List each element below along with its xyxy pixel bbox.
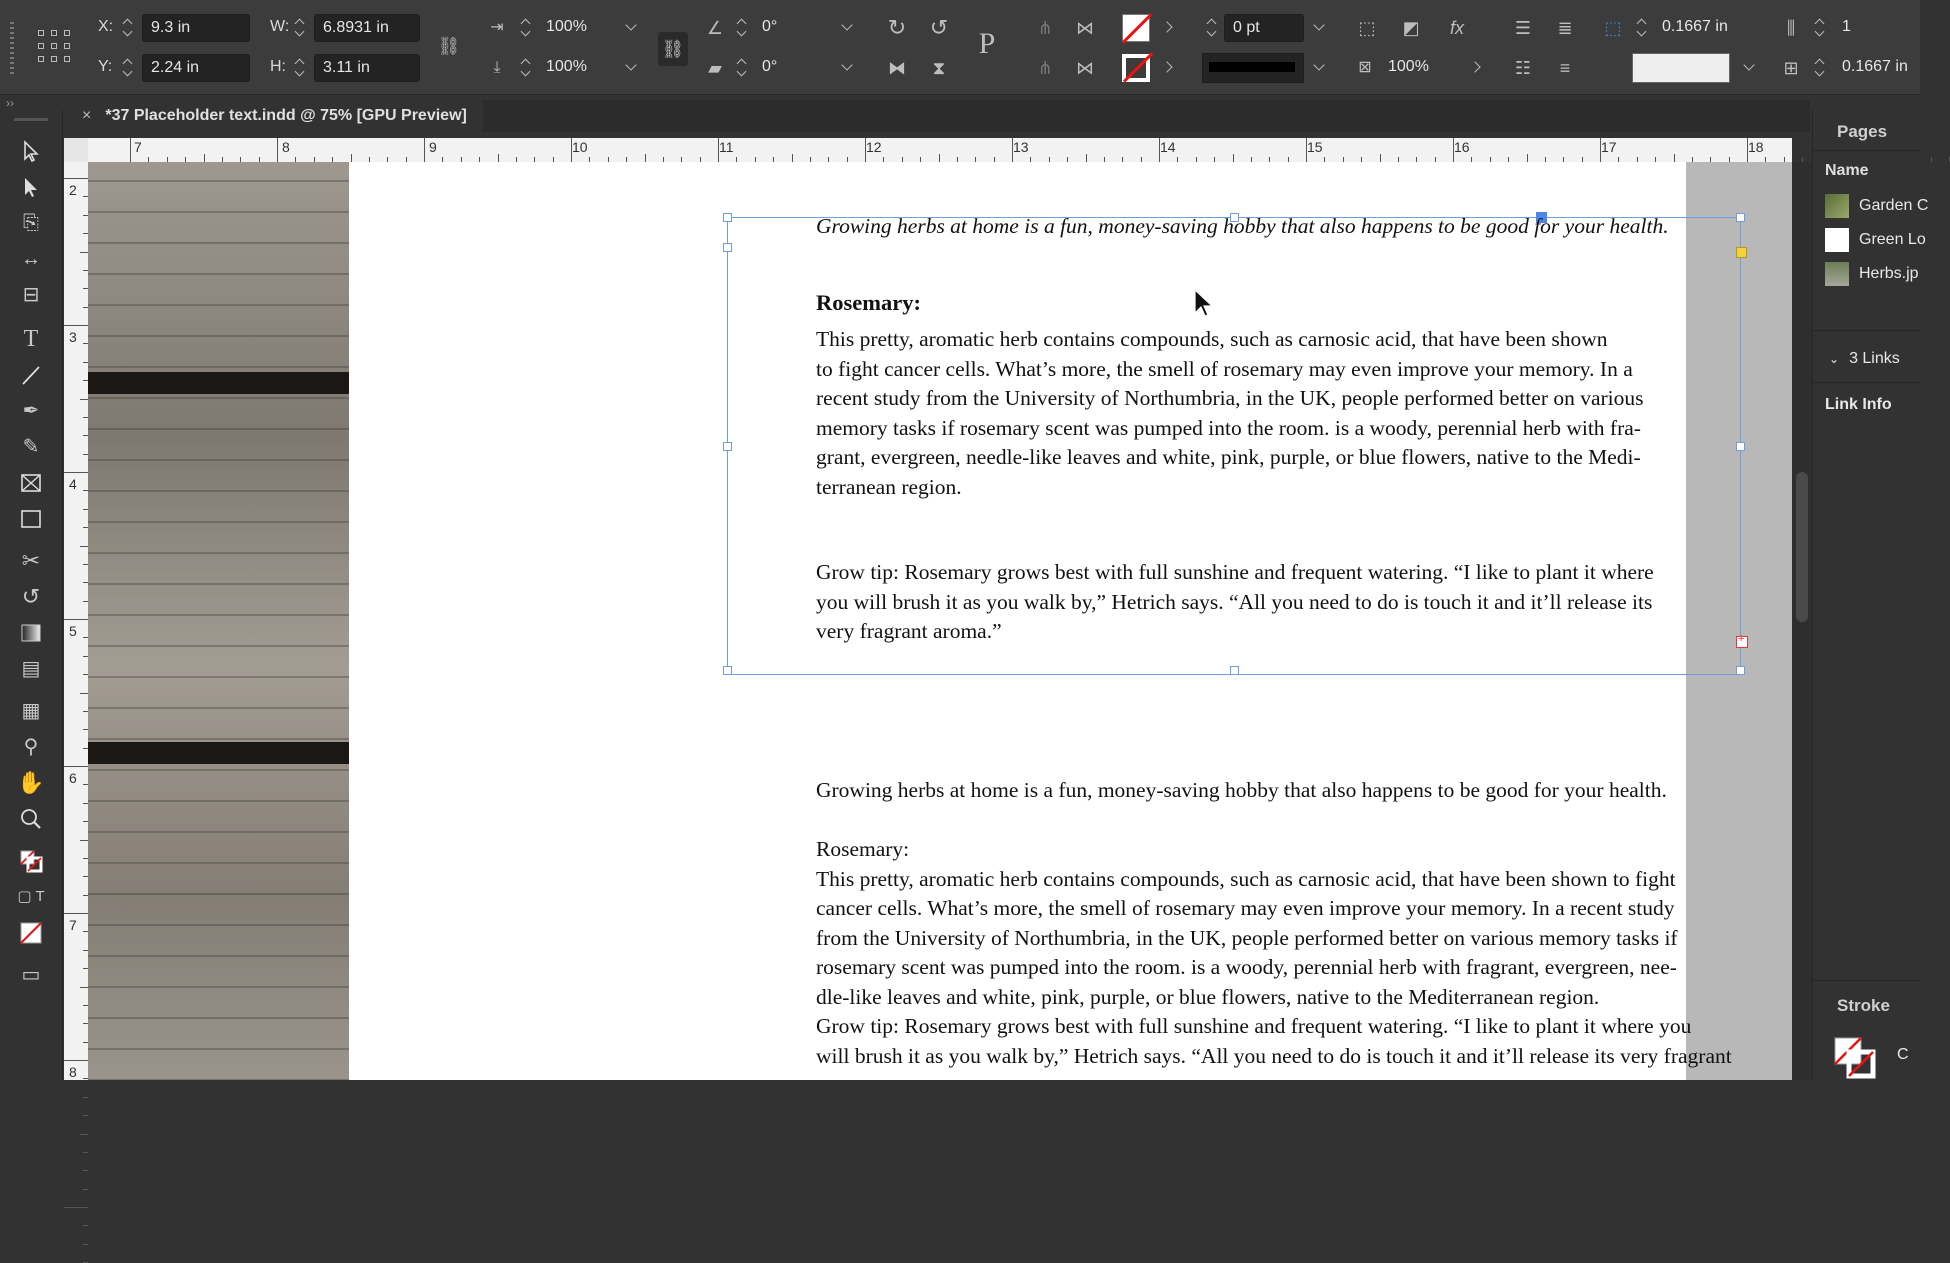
constrain-proportions-icon[interactable]: ⛓ [437, 36, 461, 56]
links-count-label: 3 Links [1849, 350, 1900, 367]
text-line: Grow tip: Rosemary grows best with full sunshine and frequent watering. “I like to plant it where [816, 560, 1654, 584]
pages-panel-tab[interactable]: Pages [1837, 122, 1888, 141]
ruler-tick [351, 154, 352, 162]
align-text-top-icon[interactable]: ☰ [1514, 18, 1532, 38]
h-stepper[interactable] [294, 54, 308, 82]
gutter-field[interactable]: 0.1667 in [1842, 58, 1908, 75]
frame-paragraph-2[interactable] [816, 558, 1856, 647]
ruler-tick [80, 693, 88, 694]
rotate-dropdown[interactable] [838, 14, 858, 42]
ruler-label: 8 [69, 1064, 77, 1080]
ruler-label: 14 [1160, 139, 1176, 155]
text-line: will brush it as you walk by,” Hetrich says. “All you need to do is touch it and it’ll release its very fragrant [816, 1043, 1732, 1068]
ruler-tick [204, 154, 205, 162]
ruler-label: 16 [1454, 139, 1470, 155]
ruler-label: 8 [282, 139, 290, 155]
shear-angle-icon: ▰ [708, 58, 722, 78]
text-line: cancer cells. What’s more, the smell of rosemary may even improve your memory. In a recent study [816, 896, 1675, 920]
rotate-angle-icon: ∠ [706, 18, 724, 38]
gap-tool-icon[interactable]: ↔ [21, 248, 41, 270]
horizontal-ruler[interactable] [88, 138, 1792, 163]
ruler-tick [83, 1152, 88, 1153]
text-frame-inset-icon[interactable]: ⬚ [1604, 18, 1622, 38]
text-line: memory tasks if rosemary scent was pumped into the room. is a woody, perennial herb with fra- [816, 415, 1641, 440]
document-tab-bar [68, 100, 1810, 132]
text-line: grant, evergreen, needle-like leaves and white, pink, purple, or blue flowers, native to the Medi- [816, 445, 1641, 469]
ruler-tick [1086, 154, 1087, 162]
ruler-tick [64, 325, 88, 326]
frame-intro-text[interactable]: Growing herbs at home is a fun, money-saving hobby that also happens to be good for your health. [816, 214, 1669, 238]
link-scale-icon[interactable]: ⛓ [658, 32, 688, 66]
h-label: H: [270, 58, 286, 75]
frame-handle[interactable] [1230, 666, 1239, 675]
stroke-weight-dropdown[interactable] [1310, 14, 1330, 42]
plain-body-text[interactable] [816, 835, 1856, 1071]
stroke-type-selector[interactable] [1202, 53, 1304, 83]
close-tab-icon[interactable]: × [82, 107, 92, 124]
eyedropper-tool-icon[interactable]: ⚲ [23, 736, 39, 758]
link-item[interactable] [1825, 262, 1919, 286]
wood-background-image[interactable] [88, 162, 349, 1080]
plain-intro-text[interactable]: Growing herbs at home is a fun, money-saving hobby that also happens to be good for your health. [816, 778, 1667, 802]
ruler-tick [83, 1097, 88, 1098]
w-stepper[interactable] [294, 14, 308, 42]
ruler-label: 6 [69, 770, 77, 786]
y-position-field[interactable]: 2.24 in [142, 54, 250, 82]
ruler-tick [1674, 154, 1675, 162]
live-corner-handle[interactable] [1736, 247, 1747, 258]
tools-grip[interactable] [14, 118, 48, 121]
links-count[interactable] [1829, 350, 1900, 368]
y-stepper[interactable] [122, 54, 136, 82]
align-text-bottom-icon[interactable]: ☷ [1514, 58, 1532, 78]
ruler-tick [1453, 138, 1454, 162]
ruler-tick [1012, 138, 1013, 162]
ruler-tick [718, 138, 719, 162]
ruler-tick [1380, 154, 1381, 162]
ruler-tick [64, 1060, 88, 1061]
rotation-indicator-icon: P [978, 27, 996, 60]
ruler-tick [498, 154, 499, 162]
ruler-tick [1306, 138, 1307, 162]
document-page[interactable] [349, 162, 1732, 1080]
vertical-ruler[interactable] [64, 162, 89, 1080]
x-label: X: [98, 18, 114, 35]
text-line: This pretty, aromatic herb contains compounds, such as carnosic acid, that have been shown [816, 327, 1608, 351]
type-tool-icon[interactable]: T [23, 326, 39, 352]
selection-tool-icon[interactable] [11, 134, 51, 168]
inset-stepper[interactable] [1636, 14, 1650, 42]
note-tool-icon[interactable]: ▦ [21, 700, 41, 722]
ruler-label: 4 [69, 476, 77, 492]
ruler-label: 9 [429, 139, 437, 155]
ruler-label: 2 [69, 182, 77, 198]
text-line: dle-like leaves and white, pink, purple, or blue flowers, native to the Mediterranean region. [816, 984, 1600, 1009]
stroke-panel-tab[interactable]: Stroke [1837, 996, 1890, 1015]
text-line: very fragrant aroma.” [816, 619, 1002, 643]
vertical-scrollbar[interactable] [1792, 162, 1812, 1080]
ruler-tick [64, 178, 88, 179]
align-text-center-icon[interactable]: ≣ [1557, 18, 1573, 38]
stroke-weight-stepper[interactable] [1206, 14, 1220, 42]
x-position-field[interactable]: 9.3 in [142, 14, 250, 42]
gutter-stepper[interactable] [1814, 54, 1828, 82]
link-thumbnail [1825, 228, 1849, 252]
scale-y-dropdown[interactable] [622, 54, 642, 82]
ruler-tick [83, 1189, 88, 1190]
ruler-label: 17 [1601, 139, 1617, 155]
link-name: Garden C [1859, 197, 1929, 215]
scale-x-stepper[interactable] [520, 14, 534, 42]
ruler-tick [80, 840, 88, 841]
document-tab-title: *37 Placeholder text.indd @ 75% [GPU Preview] [105, 107, 467, 124]
ruler-tick [64, 472, 88, 473]
columns-icon: ⫼ [1786, 18, 1796, 38]
divider [1813, 150, 1921, 151]
ruler-tick [83, 1115, 88, 1116]
pen-tool-icon[interactable]: ✒ [22, 400, 40, 422]
ruler-tick [1931, 157, 1932, 162]
columns-field[interactable]: 1 [1842, 18, 1851, 35]
ruler-tick [645, 154, 646, 162]
gradient-tool-icon[interactable] [11, 616, 51, 650]
wood-plank-gap [88, 742, 349, 764]
scale-x-icon: ⇥ [490, 19, 504, 36]
reference-point-icon[interactable] [38, 30, 70, 62]
stroke-weight-field[interactable]: 0 pt [1224, 14, 1304, 42]
text-line: This pretty, aromatic herb contains compounds, such as carnosic acid, that have been shown to fight [816, 866, 1676, 891]
opacity-chevron[interactable] [1468, 54, 1488, 82]
zoom-tool-icon[interactable] [11, 802, 51, 836]
shear-field[interactable]: 0° [762, 58, 778, 75]
gutter-icon: ⊞ [1783, 58, 1799, 78]
w-label: W: [270, 18, 290, 35]
select-previous-icon[interactable]: ⋈ [1076, 18, 1094, 38]
ruler-tick [80, 399, 88, 400]
inset-field[interactable]: 0.1667 in [1662, 18, 1728, 35]
link-info-header[interactable]: Link Info [1825, 396, 1892, 413]
ruler-tick [424, 138, 425, 162]
stroke-swatch[interactable] [1122, 54, 1150, 82]
link-thumbnail [1825, 194, 1849, 218]
frame-paragraph-1[interactable] [816, 325, 1856, 502]
ruler-tick [64, 766, 88, 767]
ruler-tick [277, 138, 278, 162]
mouse-pointer-icon [1193, 289, 1215, 319]
ruler-tick [1233, 154, 1234, 162]
width-field[interactable]: 6.8931 in [314, 14, 420, 42]
ruler-label: 15 [1307, 139, 1323, 155]
ruler-tick [571, 138, 572, 162]
height-field[interactable]: 3.11 in [314, 54, 420, 82]
divider [1813, 382, 1921, 383]
rectangle-frame-tool-icon[interactable] [11, 466, 51, 500]
rotate-ccw-icon[interactable]: ↺ [929, 15, 949, 40]
y-label: Y: [98, 58, 113, 75]
pasteboard[interactable] [88, 162, 1792, 1080]
rotate-stepper[interactable] [736, 14, 750, 42]
frame-fitting-icon[interactable]: ⬚ [1358, 18, 1376, 38]
page-tool-icon[interactable]: ⎘ [23, 212, 39, 234]
link-item[interactable] [1825, 228, 1926, 252]
columns-stepper[interactable] [1814, 14, 1828, 42]
ruler-tick [80, 252, 88, 253]
align-text-justify-icon[interactable]: ≡ [1559, 58, 1571, 78]
fill-swatch[interactable] [1122, 14, 1150, 42]
divider [1813, 330, 1921, 331]
text-line: rosemary scent was pumped into the room. is a woody, perennial herb with fragrant, evergreen, nee- [816, 955, 1677, 979]
rotate-tool-icon[interactable]: ↺ [21, 584, 41, 609]
ruler-label: 5 [69, 623, 77, 639]
ruler-tick [1600, 138, 1601, 162]
scrollbar-thumb[interactable] [1796, 472, 1808, 622]
shear-dropdown[interactable] [838, 54, 858, 82]
rectangle-tool-icon[interactable] [11, 502, 51, 536]
link-name: Green Lo [1859, 231, 1926, 249]
fill-stroke-swatches-icon[interactable] [11, 844, 51, 878]
divider [1813, 980, 1921, 981]
frame-handle[interactable] [1736, 666, 1745, 675]
effects-fx-icon[interactable]: fx [1449, 18, 1464, 38]
frame-heading[interactable]: Rosemary: [816, 290, 921, 315]
ruler-tick [64, 913, 88, 914]
ruler-tick [939, 154, 940, 162]
collapse-panels-icon[interactable]: ›› [6, 96, 14, 110]
scale-y-icon: ⤓ [493, 59, 501, 76]
ruler-tick [83, 1244, 88, 1245]
ruler-tick [865, 138, 866, 162]
pencil-tool-icon[interactable]: ✎ [22, 436, 40, 458]
scale-y-stepper[interactable] [520, 54, 534, 82]
text-line: from the University of Northumbria, in the UK, people performed better on various memory tasks if [816, 925, 1678, 950]
x-stepper[interactable] [122, 14, 136, 42]
ruler-tick [83, 1170, 88, 1171]
text-line: Rosemary: [816, 837, 910, 861]
opacity-icon: ⊠ [1358, 59, 1372, 76]
ruler-tick [80, 987, 88, 988]
rotate-cw-icon[interactable]: ↻ [887, 15, 907, 40]
ruler-label: 18 [1748, 139, 1764, 155]
opacity-field[interactable]: 100% [1388, 58, 1429, 75]
scale-x-field[interactable]: 100% [546, 18, 587, 35]
ruler-tick [64, 1207, 88, 1208]
object-style-dropdown[interactable] [1740, 54, 1760, 82]
ruler-tick [1159, 138, 1160, 162]
ruler-tick [83, 1225, 88, 1226]
stroke-color-label: C [1897, 1046, 1909, 1063]
ruler-label: 10 [572, 139, 588, 155]
ruler-tick [792, 154, 793, 162]
ruler-origin[interactable] [64, 138, 89, 163]
panel-grip[interactable] [10, 22, 14, 76]
rotate-field[interactable]: 0° [762, 18, 778, 35]
document-tab[interactable] [68, 100, 483, 132]
object-style-swatch[interactable] [1632, 53, 1730, 83]
ruler-tick [64, 619, 88, 620]
frame-handle[interactable] [723, 213, 732, 222]
link-item[interactable] [1825, 194, 1928, 218]
ruler-label: 13 [1013, 139, 1029, 155]
chevron-down-icon[interactable]: ⌄ [1829, 352, 1840, 366]
ruler-label: 12 [866, 139, 882, 155]
ruler-label: 11 [719, 139, 734, 155]
content-collector-icon[interactable]: ⊟ [22, 284, 40, 306]
select-next-icon[interactable]: ⋈ [1076, 58, 1094, 78]
formatting-affects-icon[interactable]: ▢ T [17, 888, 45, 905]
gradient-feather-tool-icon[interactable]: ▤ [21, 658, 41, 680]
ruler-tick [80, 1134, 88, 1135]
select-container-icon[interactable]: ⋔ [1037, 18, 1053, 38]
scale-x-dropdown[interactable] [622, 14, 642, 42]
ruler-tick [130, 138, 131, 162]
frame-handle[interactable] [723, 442, 732, 451]
ruler-tick [1747, 138, 1748, 162]
line-tool-icon[interactable] [11, 358, 51, 392]
flip-horizontal-icon[interactable]: ⧓ [888, 58, 906, 78]
scissors-tool-icon[interactable]: ✂ [21, 548, 41, 573]
stroke-type-dropdown[interactable] [1310, 54, 1330, 82]
text-line: Grow tip: Rosemary grows best with full sunshine and frequent watering. “I like to plant it where you [816, 1014, 1692, 1038]
wood-plank-gap [88, 372, 349, 394]
text-line: to fight cancer cells. What’s more, the smell of rosemary may even improve your memory. In a [816, 356, 1633, 381]
ruler-label: 3 [69, 329, 77, 345]
ruler-label: 7 [69, 917, 77, 933]
scale-y-field[interactable]: 100% [546, 58, 587, 75]
panel-fill-stroke-icon[interactable] [1833, 1036, 1877, 1080]
direct-selection-tool-icon[interactable] [11, 170, 51, 204]
frame-handle[interactable] [723, 666, 732, 675]
link-thumbnail [1825, 262, 1849, 286]
fill-chevron[interactable] [1160, 14, 1180, 42]
text-line: recent study from the University of Northumbria, in the UK, people performed better on various [816, 386, 1644, 410]
ruler-tick [80, 546, 88, 547]
apply-none-icon[interactable] [11, 916, 51, 950]
ruler-tick [1527, 154, 1528, 162]
text-line: you will brush it as you walk by,” Hetrich says. “All you need to do is touch it and it’ll release its [816, 589, 1653, 614]
link-name: Herbs.jp [1859, 265, 1919, 283]
name-column-header[interactable]: Name [1825, 162, 1869, 179]
stroke-chevron[interactable] [1160, 54, 1180, 82]
hand-tool-icon[interactable]: ✋ [17, 770, 45, 795]
shear-stepper[interactable] [736, 54, 750, 82]
ruler-label: 7 [134, 139, 142, 155]
tools-panel [0, 110, 63, 1080]
select-content-icon[interactable]: ⋔ [1037, 58, 1053, 78]
links-panel [1812, 110, 1929, 1080]
text-line: terranean region. [816, 474, 962, 499]
flip-vertical-icon[interactable]: ⧗ [932, 58, 946, 78]
in-port-handle[interactable] [723, 243, 732, 252]
screen-mode-icon[interactable]: ▭ [21, 964, 41, 986]
control-panel [0, 0, 1920, 95]
drop-shadow-icon[interactable]: ◩ [1402, 18, 1420, 38]
